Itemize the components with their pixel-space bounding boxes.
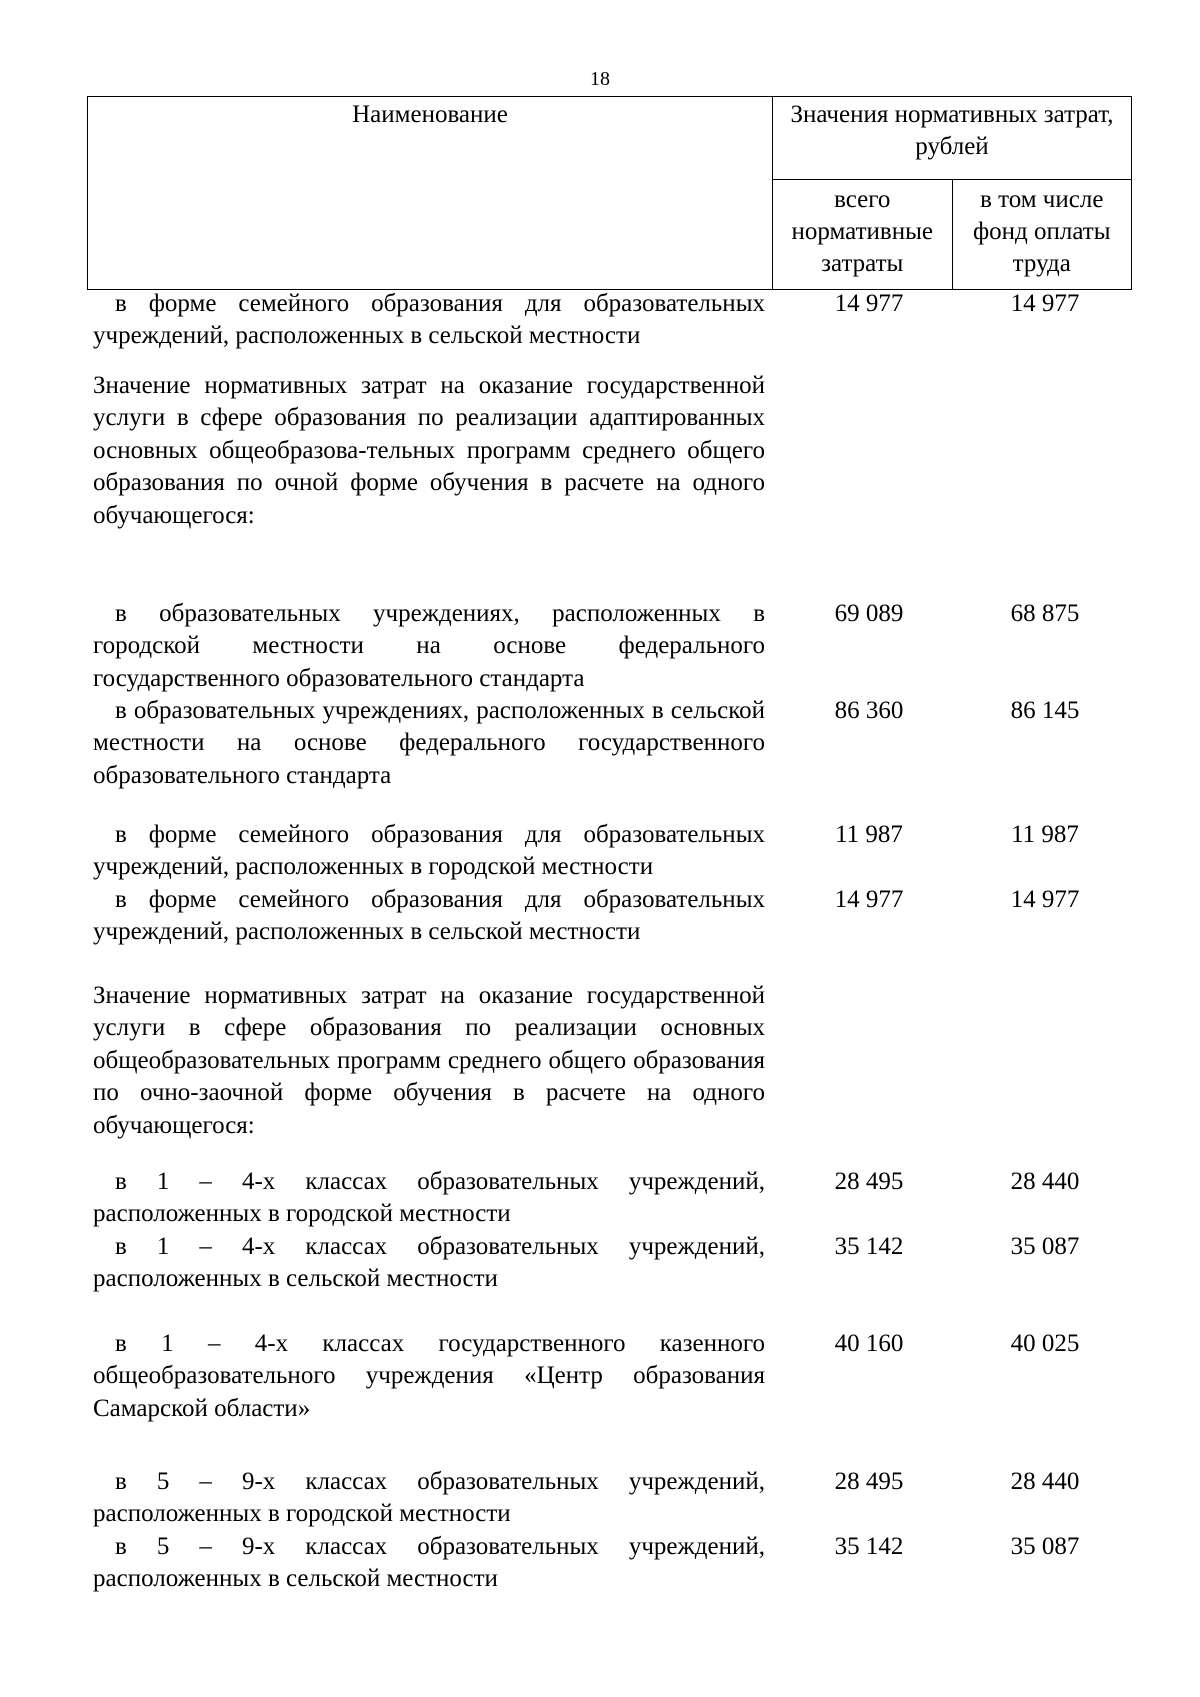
row-total-value: 11 987 <box>835 821 903 848</box>
row-total-value: 69 089 <box>834 600 904 627</box>
row-total-value: 40 160 <box>834 1330 904 1357</box>
row-name: в 5 – 9-х классах образовательных учреждений, расположенных в сельской местности <box>93 1533 765 1593</box>
row-name: в форме семейного образования для образовательных учреждений, расположенных в сельской местности <box>93 290 765 350</box>
row-wage-value: 11 987 <box>1011 821 1079 848</box>
row-total-value: 35 142 <box>834 1233 904 1260</box>
row-total-value: 35 142 <box>834 1533 904 1560</box>
row-wage-value: 40 025 <box>1010 1330 1080 1357</box>
row-wage-value: 35 087 <box>1010 1533 1080 1560</box>
row-wage-value: 28 440 <box>1010 1168 1080 1195</box>
row-wage-value: 35 087 <box>1010 1233 1080 1260</box>
row-total-value: 14 977 <box>834 290 904 317</box>
row-wage-value: 14 977 <box>1010 290 1080 317</box>
row-wage-value: 28 440 <box>1010 1468 1080 1495</box>
row-wage-value: 68 875 <box>1010 600 1080 627</box>
row-name: в форме семейного образования для образовательных учреждений, расположенных в сельской местности <box>93 886 765 946</box>
row-wage-value: 86 145 <box>1010 697 1080 724</box>
row-name: в образовательных учреждениях, расположенных в городской местности на основе федерального государственного образовательного стандарта <box>93 600 765 692</box>
column-header-wage-fund: в том числе фонд оплаты труда <box>952 180 1132 290</box>
row-wage-value: 14 977 <box>1010 886 1080 913</box>
row-name: в форме семейного образования для образовательных учреждений, расположенных в городской местности <box>93 821 765 881</box>
page-number: 18 <box>590 68 610 90</box>
row-name: в образовательных учреждениях, расположенных в сельской местности на основе федерального государственного образовательного стандарта <box>93 697 765 789</box>
row-name: в 1 – 4-х классах государственного казенного общеобразовательного учреждения «Центр образования Самарской области» <box>93 1330 765 1422</box>
column-header-name: Наименование <box>88 97 773 290</box>
row-total-value: 28 495 <box>834 1168 904 1195</box>
row-total-value: 14 977 <box>834 886 904 913</box>
row-name: в 1 – 4-х классах образовательных учреждений, расположенных в городской местности <box>93 1168 765 1228</box>
section-heading: Значение нормативных затрат на оказание государственной услуги в сфере образования по реализации основных общеобразовательных программ среднего общего образования по очно-заочной форме обучения в расчете на одного обучающегося: <box>93 982 765 1139</box>
section-heading: Значение нормативных затрат на оказание государственной услуги в сфере образования по реализации адаптированных основных общеобразова-тельных программ среднего общего образования по очной форме обучения в расчете на одного обучающегося: <box>93 372 765 529</box>
row-name: в 5 – 9-х классах образовательных учреждений, расположенных в городской местности <box>93 1468 765 1528</box>
row-total-value: 86 360 <box>834 697 904 724</box>
column-header-total: всего нормативные затраты <box>773 180 953 290</box>
row-total-value: 28 495 <box>834 1468 904 1495</box>
column-header-values: Значения нормативных затрат, рублей <box>773 97 1132 180</box>
row-name: в 1 – 4-х классах образовательных учреждений, расположенных в сельской местности <box>93 1233 765 1293</box>
